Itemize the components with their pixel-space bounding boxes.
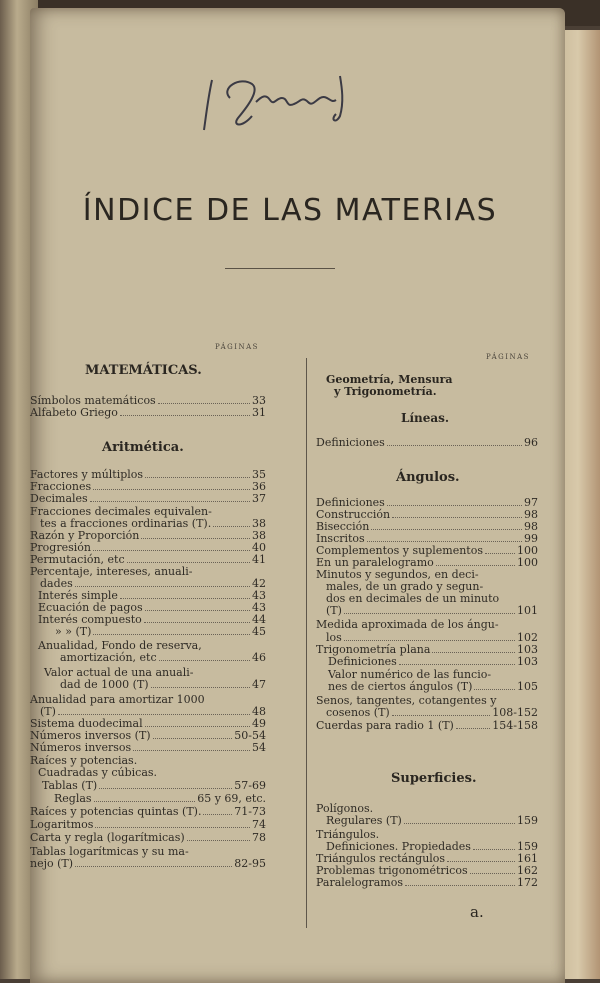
index-entry: » » (T) 45 xyxy=(55,625,266,638)
index-entry: Regulares (T) 159 xyxy=(326,814,538,827)
index-entry-text: Minutos y segundos, en deci- xyxy=(316,568,479,581)
index-entry: Razón y Proporción 38 xyxy=(30,529,266,542)
index-entry: Paralelogramos 172 xyxy=(316,876,538,889)
index-entry: Definiciones 97 xyxy=(316,496,538,509)
index-entry: Raíces y potencias quintas (T). 71-73 xyxy=(30,805,266,818)
index-entry: Problemas trigonométricos 162 xyxy=(316,864,538,877)
index-entry: Trigonometría plana 103 xyxy=(316,643,538,656)
index-entry: Triángulos rectángulos 161 xyxy=(316,852,538,865)
index-entry: Sistema duodecimal 49 xyxy=(30,717,266,730)
page-title: ÍNDICE DE LAS MATERIAS xyxy=(82,193,498,228)
index-entry: Tablas (T) 57-69 xyxy=(42,779,266,792)
index-entry: Alfabeto Griego 31 xyxy=(30,406,266,419)
index-entry-text: Raíces y potencias. xyxy=(30,754,138,767)
title-rule xyxy=(225,268,335,269)
index-entry: dad de 1000 (T) 47 xyxy=(60,678,266,691)
index-entry: Permutación, etc 41 xyxy=(30,553,266,566)
section-heading: Geometría, Mensura xyxy=(326,373,453,386)
index-entry-text: dos en decimales de un minuto xyxy=(326,592,500,605)
column-divider xyxy=(306,358,307,928)
section-heading: y Trigonometría. xyxy=(334,385,437,398)
index-entry-text: Cuadradas y cúbicas. xyxy=(38,766,158,779)
index-entry: (T) 48 xyxy=(40,705,266,718)
index-entry: dades 42 xyxy=(40,577,266,590)
index-entry-text: Valor actual de una anuali- xyxy=(44,666,194,679)
index-entry-text: Fracciones decimales equivalen- xyxy=(30,505,212,518)
index-entry: Progresión 40 xyxy=(30,541,266,554)
index-entry: En un paralelogramo 100 xyxy=(316,556,538,569)
index-entry: Ecuación de pagos 43 xyxy=(38,601,266,614)
index-entry: Factores y múltiplos 35 xyxy=(30,468,266,481)
index-entry: nes de ciertos ángulos (T) 105 xyxy=(328,680,538,693)
column-label: PÁGINAS xyxy=(215,343,259,351)
index-entry: Complementos y suplementos 100 xyxy=(316,544,538,557)
index-entry: amortización, etc 46 xyxy=(60,651,266,664)
index-entry: Interés compuesto 44 xyxy=(38,613,266,626)
index-entry: Interés simple 43 xyxy=(38,589,266,602)
index-entry-text: Percentaje, intereses, anuali- xyxy=(30,565,193,578)
index-entry: Definiciones. Propiedades 159 xyxy=(326,840,538,853)
index-entry: Símbolos matemáticos 33 xyxy=(30,394,266,407)
index-entry: tes a fracciones ordinarias (T). 38 xyxy=(40,517,266,530)
index-entry: Fracciones 36 xyxy=(30,480,266,493)
index-entry-text: Polígonos. xyxy=(316,802,374,815)
index-entry: cosenos (T) 108-152 xyxy=(326,706,538,719)
section-heading: Líneas. xyxy=(401,411,450,425)
index-entry: Definiciones 103 xyxy=(328,655,538,668)
index-entry: Construcción 98 xyxy=(316,508,538,521)
page-signature-mark: a. xyxy=(470,903,484,921)
section-heading: MATEMÁTICAS. xyxy=(85,363,202,378)
index-entry-text: Valor numérico de las funcio- xyxy=(328,668,492,681)
index-entry: Logaritmos 74 xyxy=(30,818,266,831)
section-heading: Ángulos. xyxy=(396,470,460,485)
section-heading: Superficies. xyxy=(391,771,477,786)
index-entry-text: males, de un grado y segun- xyxy=(326,580,484,593)
index-entry: Cuerdas para radio 1 (T) 154-158 xyxy=(316,719,538,732)
index-entry-text: Senos, tangentes, cotangentes y xyxy=(316,694,497,707)
index-entry: Carta y regla (logarítmicas) 78 xyxy=(30,831,266,844)
index-entry: Definiciones 96 xyxy=(316,436,538,449)
handwritten-signature xyxy=(190,58,390,138)
index-entry: Decimales 37 xyxy=(30,492,266,505)
index-entry: los 102 xyxy=(326,631,538,644)
section-heading: Aritmética. xyxy=(102,440,184,455)
index-entry: Números inversos (T) 50-54 xyxy=(30,729,266,742)
index-entry: (T) 101 xyxy=(326,604,538,617)
right-column xyxy=(316,353,556,933)
index-entry-text: Anualidad para amortizar 1000 xyxy=(30,693,205,706)
index-entry-text: Tablas logarítmicas y su ma- xyxy=(30,845,189,858)
index-entry-text: Triángulos. xyxy=(316,828,380,841)
left-column xyxy=(30,343,305,963)
index-entry: nejo (T) 82-95 xyxy=(30,857,266,870)
index-entry-text: Medida aproximada de los ángu- xyxy=(316,618,499,631)
index-entry: Reglas 65 y 69, etc. xyxy=(54,792,266,805)
index-entry: Números inversos 54 xyxy=(30,741,266,754)
column-label: PÁGINAS xyxy=(486,353,530,361)
index-entry: Bisección 98 xyxy=(316,520,538,533)
index-entry: Inscritos 99 xyxy=(316,532,538,545)
book-page xyxy=(30,8,565,983)
index-entry-text: Anualidad, Fondo de reserva, xyxy=(38,639,202,652)
